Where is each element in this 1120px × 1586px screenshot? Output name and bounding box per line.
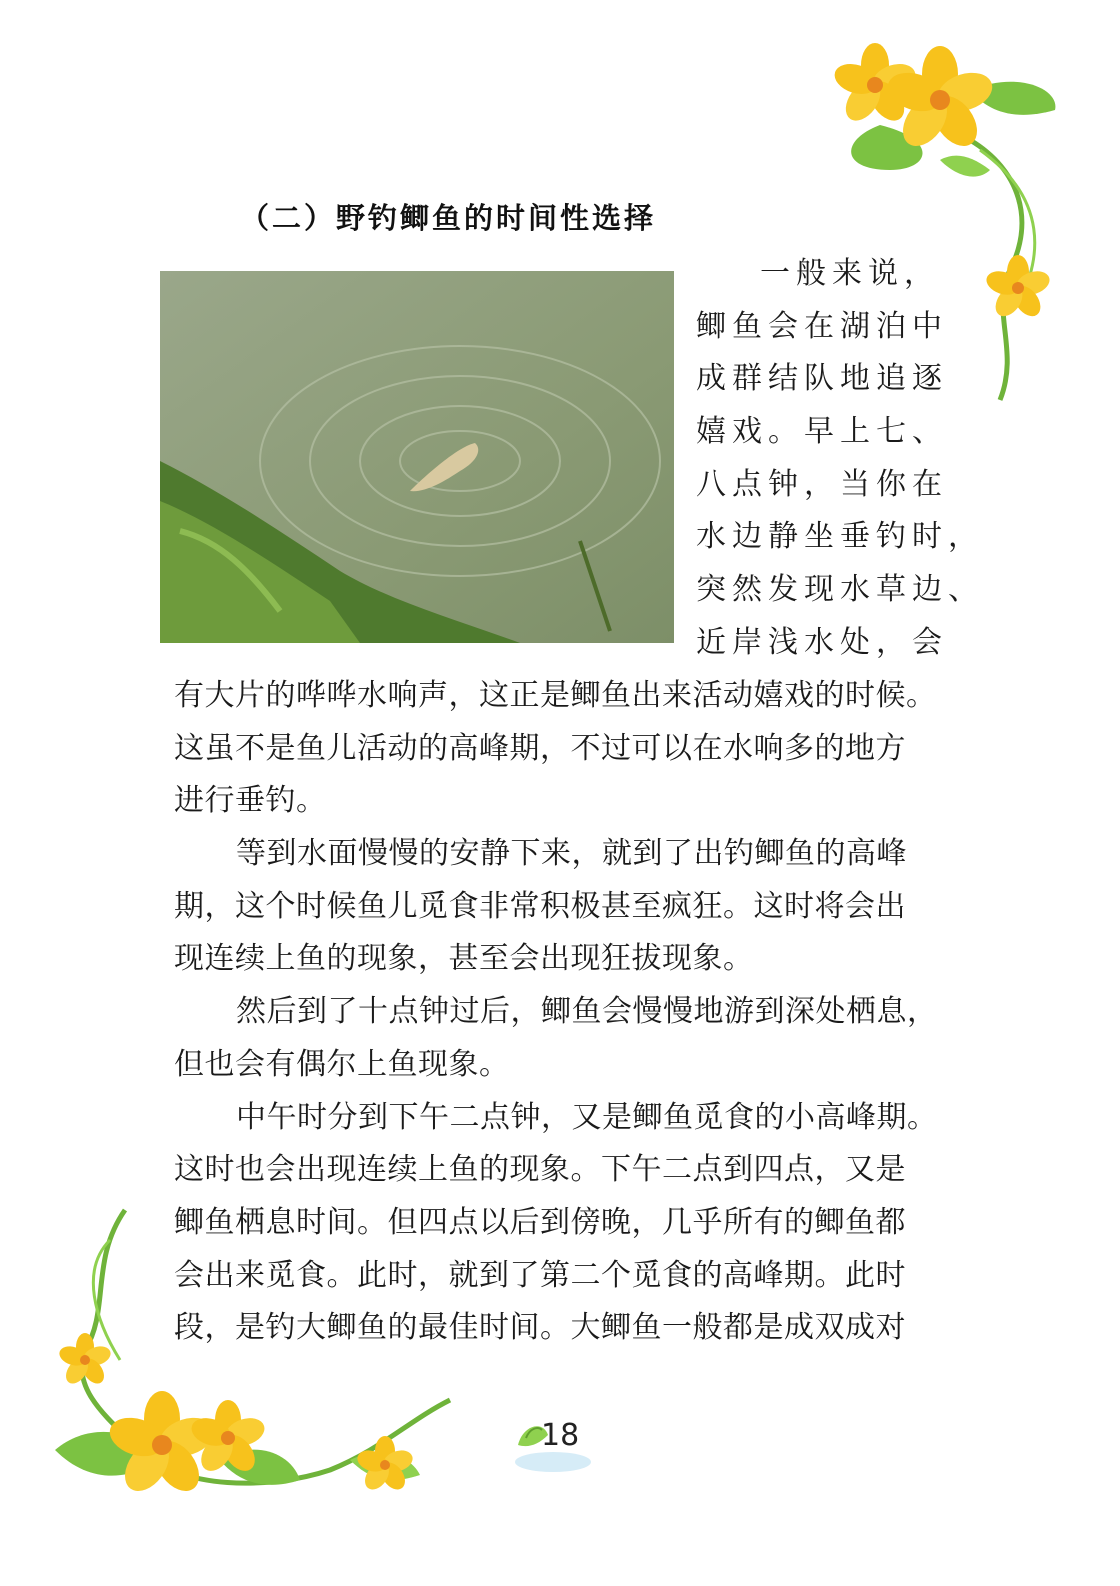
text-line: 八点钟，当你在 <box>696 466 948 502</box>
wrapped-paragraph-lines <box>696 248 984 670</box>
text-line: 近岸浅水处，会 <box>696 624 948 660</box>
section-heading: （二）野钓鲫鱼的时间性选择 <box>240 201 657 235</box>
text-line: 一般来说， <box>760 256 940 291</box>
text-line: 期，这个时候鱼儿觅食非常积极甚至疯狂。这时将会出 <box>174 888 906 924</box>
text-line: 嬉戏。早上七、 <box>696 414 948 450</box>
text-line: 进行垂钓。 <box>174 783 327 819</box>
text-line: 鲫鱼栖息时间。但四点以后到傍晚，几乎所有的鲫鱼都 <box>174 1204 906 1240</box>
text-line: 突然发现水草边、 <box>696 572 984 608</box>
text-line: 但也会有偶尔上鱼现象。 <box>174 1046 510 1082</box>
body-text <box>174 670 974 1355</box>
fish-in-water-photo <box>160 271 674 643</box>
text-line: 有大片的哗哗水响声，这正是鲫鱼出来活动嬉戏的时候。 <box>174 678 937 713</box>
text-line: 这虽不是鱼儿活动的高峰期，不过可以在水响多的地方 <box>174 730 906 766</box>
text-line: 中午时分到下午二点钟，又是鲫鱼觅食的小高峰期。 <box>236 1099 938 1135</box>
text-line: 然后到了十点钟过后，鲫鱼会慢慢地游到深处栖息， <box>236 994 938 1030</box>
text-line: 会出来觅食。此时，就到了第二个觅食的高峰期。此时 <box>174 1257 906 1293</box>
text-line: 鲫鱼会在湖泊中 <box>696 308 948 344</box>
text-line: 等到水面慢慢的安静下来，就到了出钓鲫鱼的高峰 <box>236 836 907 872</box>
text-line: 这时也会出现连续上鱼的现象。下午二点到四点，又是 <box>174 1152 906 1188</box>
text-line: 现连续上鱼的现象，甚至会出现狂拔现象。 <box>174 941 754 977</box>
text-line: 水边静坐垂钓时， <box>696 519 984 555</box>
text-line: 成群结队地追逐 <box>696 361 948 397</box>
page-number: 18 <box>541 1418 580 1453</box>
text-line: 段，是钓大鲫鱼的最佳时间。大鲫鱼一般都是成双成对 <box>174 1310 906 1346</box>
